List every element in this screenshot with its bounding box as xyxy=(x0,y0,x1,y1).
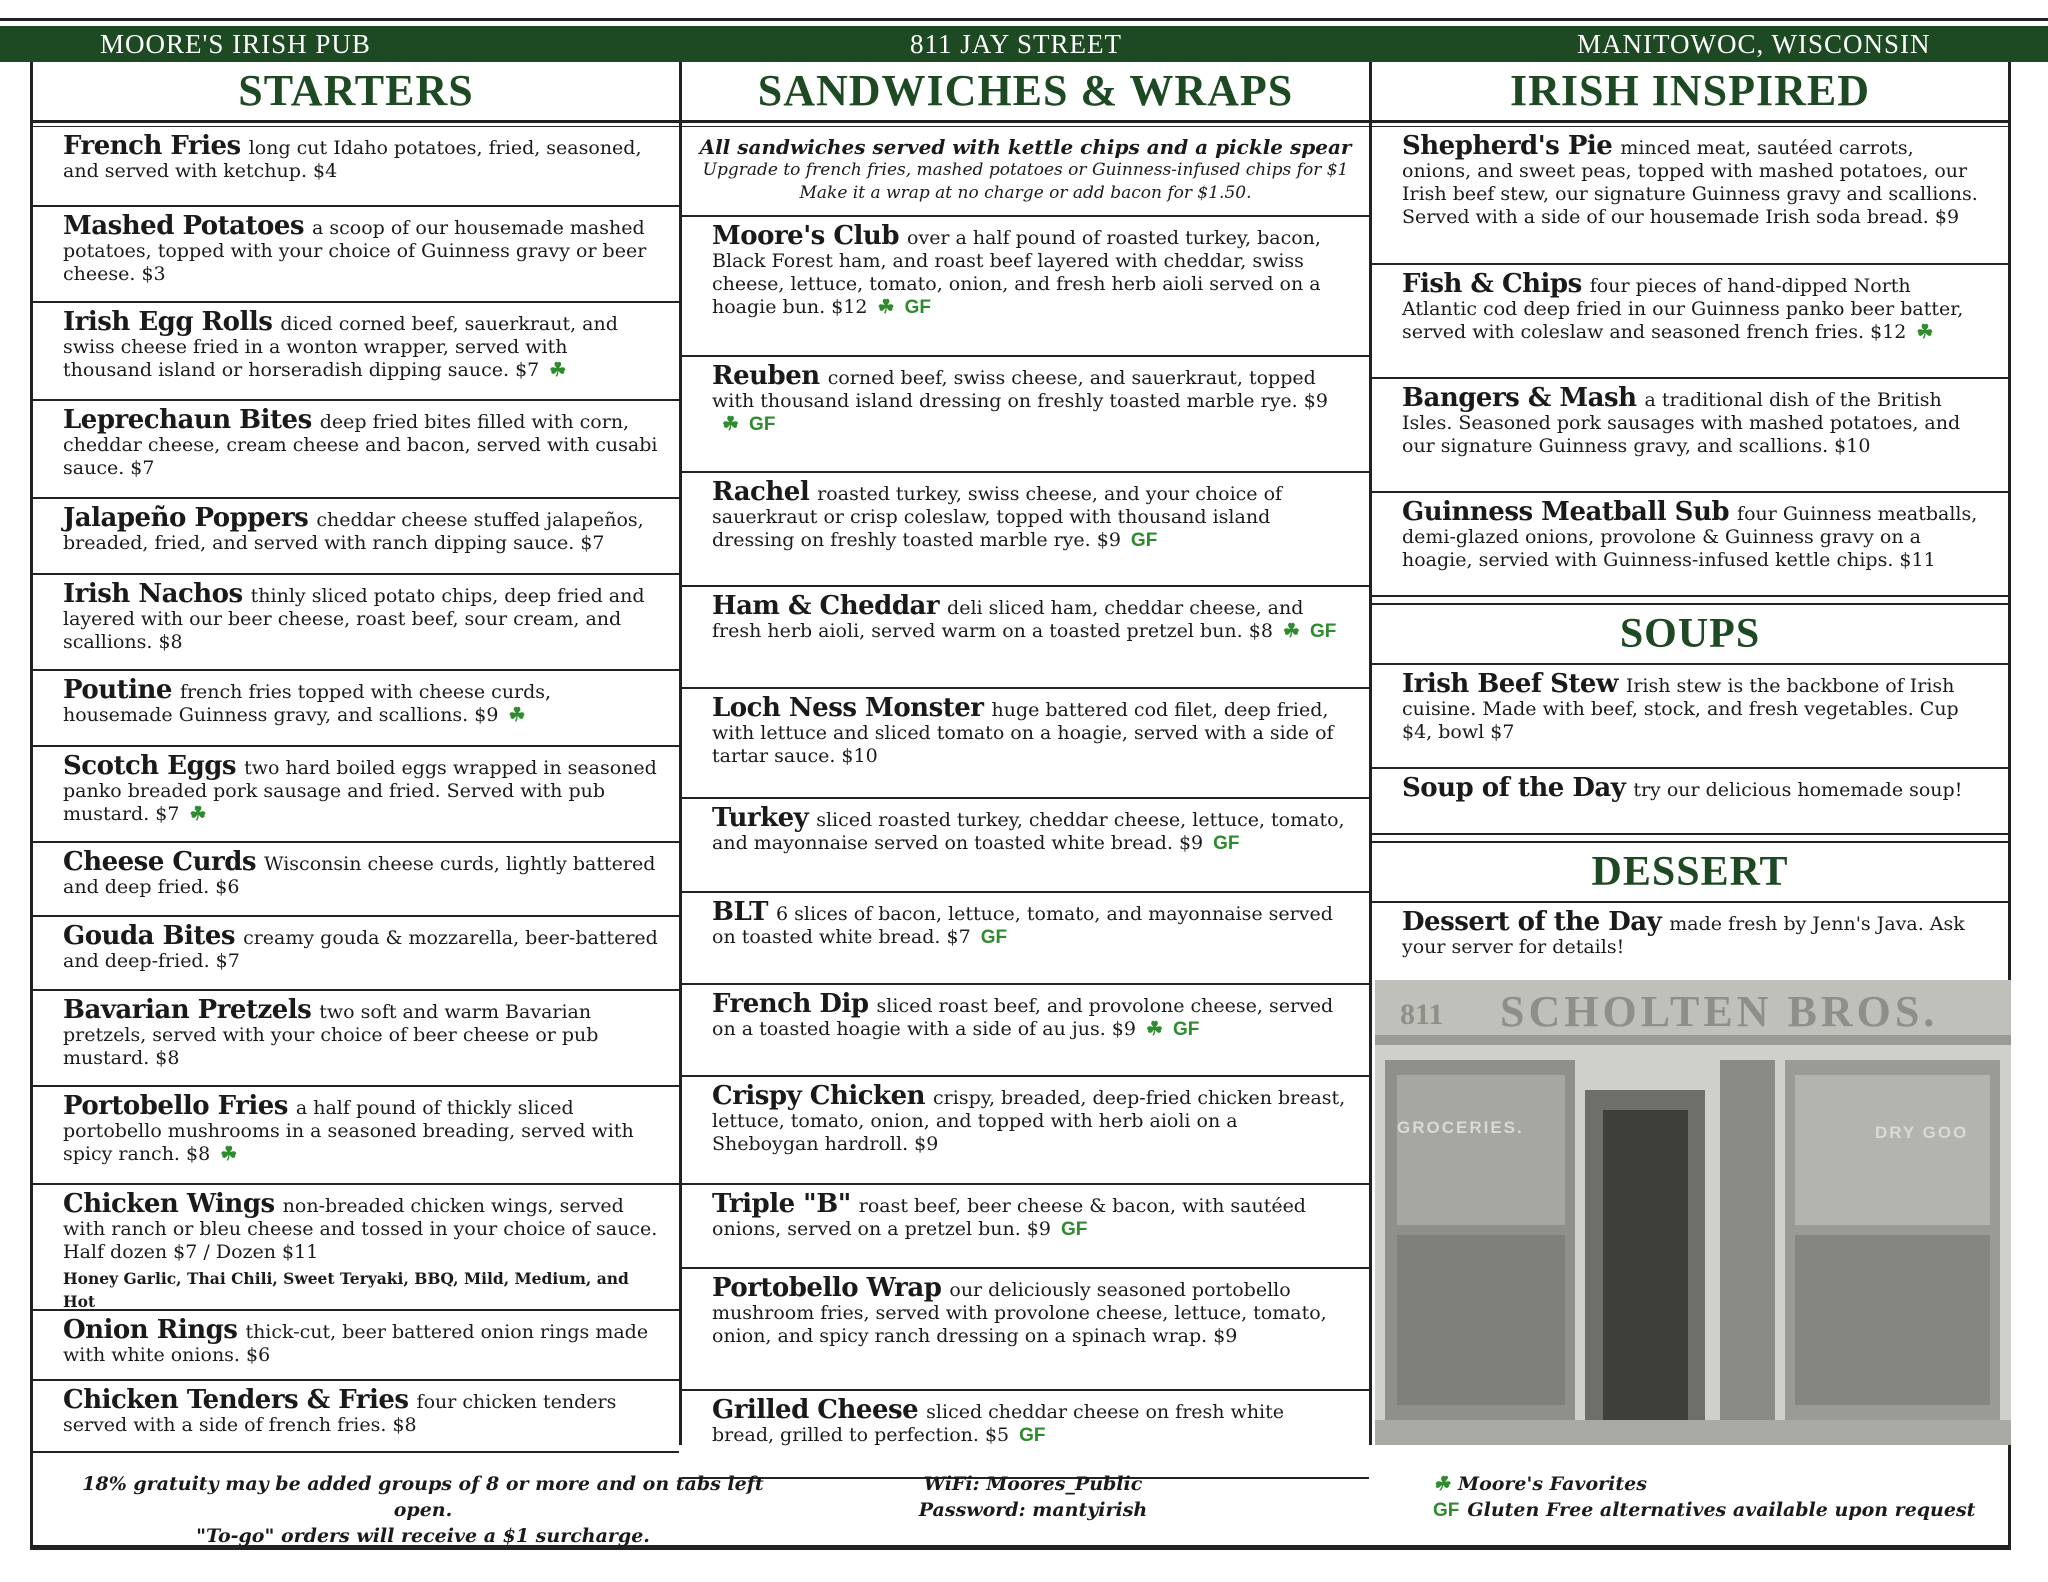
gluten-free-badge: GF xyxy=(980,927,1008,948)
soups-title: SOUPS xyxy=(1619,611,1761,657)
item-name: Loch Ness Monster xyxy=(712,693,984,723)
dessert-list xyxy=(1372,903,2008,979)
favorites-legend: Moore's Favorites xyxy=(1458,1473,1647,1495)
top-rule xyxy=(0,18,2048,21)
item-description: a traditional dish of the British Isles. Seasoned pork sausages with mashed potatoes, and our signature Guinness gravy, and scallions. $10 xyxy=(1402,389,1961,457)
gf-legend: Gluten Free alternatives available upon request xyxy=(1467,1499,1976,1521)
menu-item xyxy=(1372,903,2008,979)
shamrock-icon: ☘ xyxy=(877,296,895,318)
menu-item xyxy=(33,1311,679,1381)
menu-item xyxy=(682,1269,1369,1391)
menu-item xyxy=(33,843,679,917)
menu-item xyxy=(682,1185,1369,1269)
storefront-photo xyxy=(1375,980,2011,1445)
wifi-info xyxy=(883,1471,1183,1523)
pub-name: MOORE'S IRISH PUB xyxy=(100,29,371,59)
item-description: a scoop of our housemade mashed potatoes, topped with your choice of Guinness gravy or beer cheese. $3 xyxy=(63,217,647,285)
intro-headline: All sandwiches served with kettle chips and a pickle spear xyxy=(699,135,1352,159)
storefront-illustration xyxy=(1375,980,2011,1445)
item-name: Turkey xyxy=(712,803,809,833)
item-name: Dessert of the Day xyxy=(1402,907,1662,937)
header-bar xyxy=(0,26,2048,62)
intro-wrap: Make it a wrap at no charge or add bacon for $1.50. xyxy=(799,183,1252,203)
item-name: Triple "B" xyxy=(712,1189,851,1219)
gf-icon: GF xyxy=(1433,1500,1460,1521)
item-name: Reuben xyxy=(712,361,820,391)
item-name: Soup of the Day xyxy=(1402,773,1626,803)
shamrock-icon: ☘ xyxy=(549,359,567,381)
gluten-free-badge: GF xyxy=(904,297,931,318)
togo-note: "To-go" orders will receive a $1 surcharge. xyxy=(196,1525,650,1547)
starters-list xyxy=(33,127,679,1453)
sandwiches-column xyxy=(679,62,1372,1445)
gluten-free-badge: GF xyxy=(749,414,776,435)
item-description: huge battered cod filet, deep fried, with lettuce and sliced tomato on a hoagie, served with a side of tartar sauce. $10 xyxy=(712,699,1334,767)
item-description: deep fried bites filled with corn, cheddar cheese, cream cheese and bacon, served with cusabi sauce. $7 xyxy=(63,411,658,479)
item-name: Bavarian Pretzels xyxy=(63,995,312,1025)
item-name: Mashed Potatoes xyxy=(63,211,305,241)
item-description: two soft and warm Bavarian pretzels, served with your choice of beer cheese or pub mustard. $8 xyxy=(63,1001,599,1069)
menu-item xyxy=(682,1077,1369,1185)
menu-item xyxy=(33,747,679,843)
menu-item xyxy=(682,473,1369,587)
intro-upgrade: Upgrade to french fries, mashed potatoes or Guinness-infused chips for $1 xyxy=(702,160,1349,180)
menu-item xyxy=(33,303,679,401)
menu-item xyxy=(1372,265,2008,379)
menu-item xyxy=(33,499,679,575)
menu-item xyxy=(682,357,1369,473)
sandwich-list xyxy=(682,217,1369,1479)
wifi-password: Password: mantyirish xyxy=(918,1499,1148,1521)
item-name: Portobello Fries xyxy=(63,1091,288,1121)
menu-item xyxy=(33,207,679,303)
menu-item xyxy=(1372,493,2008,597)
item-name: Crispy Chicken xyxy=(712,1081,926,1111)
title-rule xyxy=(33,120,679,127)
item-name: Irish Egg Rolls xyxy=(63,307,273,337)
item-name: French Fries xyxy=(63,131,241,161)
item-name: Irish Nachos xyxy=(63,579,243,609)
gluten-free-badge: GF xyxy=(1213,833,1240,854)
menu-item xyxy=(1372,127,2008,265)
menu-item xyxy=(33,127,679,207)
item-name: Shepherd's Pie xyxy=(1402,131,1613,161)
shamrock-icon: ☘ xyxy=(1282,620,1300,642)
item-name: Jalapeño Poppers xyxy=(63,503,309,533)
shamrock-icon: ☘ xyxy=(1433,1473,1451,1495)
item-description: sliced roasted turkey, cheddar cheese, lettuce, tomato, and mayonnaise served on toasted white bread. $9 xyxy=(712,809,1345,854)
section-divider xyxy=(1372,597,2008,605)
item-name: Rachel xyxy=(712,477,810,507)
irish-list xyxy=(1372,127,2008,597)
item-name: Irish Beef Stew xyxy=(1402,669,1618,699)
starters-title: STARTERS xyxy=(238,66,474,115)
item-name: Bangers & Mash xyxy=(1402,383,1637,413)
item-description: four chicken tenders served with a side of french fries. $8 xyxy=(63,1391,617,1436)
item-description: long cut Idaho potatoes, fried, seasoned, and served with ketchup. $4 xyxy=(63,137,642,182)
menu-item xyxy=(33,401,679,499)
window-left-text: GROCERIES. xyxy=(1397,1118,1524,1137)
shamrock-icon: ☘ xyxy=(1145,1018,1164,1040)
item-description: 6 slices of bacon, lettuce, tomato, and mayonnaise served on toasted white bread. $7 xyxy=(712,903,1333,948)
street-address: 811 JAY STREET xyxy=(910,29,1123,59)
item-name: Poutine xyxy=(63,675,172,705)
sign-name: SCHOLTEN BROS. xyxy=(1500,987,1939,1036)
item-description: sliced roast beef, and provolone cheese, served on a toasted hoagie with a side of au jus. $9 xyxy=(712,995,1334,1040)
item-description: crispy, breaded, deep-fried chicken breast, lettuce, tomato, onion, and topped with herb aioli on a Sheboygan hardroll. $9 xyxy=(712,1087,1346,1155)
item-description: minced meat, sautéed carrots, onions, and sweet peas, topped with mashed potatoes, our Irish beef stew, our signature Guinness gravy and scallions. Served with a side of our housemade Irish soda bread. $9 xyxy=(1402,137,1978,228)
item-description: thick-cut, beer battered onion rings made with white onions. $6 xyxy=(63,1321,649,1366)
item-description: Wisconsin cheese curds, lightly battered and deep fried. $6 xyxy=(63,853,656,898)
title-rule xyxy=(1372,120,2008,127)
title-rule xyxy=(682,120,1369,127)
menu-item xyxy=(33,917,679,991)
menu-item xyxy=(682,799,1369,893)
menu-item xyxy=(33,991,679,1087)
shamrock-icon: ☘ xyxy=(189,803,207,825)
legend xyxy=(1433,1471,1975,1524)
sign-number: 811 xyxy=(1400,998,1444,1031)
menu-item xyxy=(682,689,1369,799)
item-description: try our delicious homemade soup! xyxy=(1633,779,1963,801)
menu-item xyxy=(33,575,679,671)
gluten-free-badge: GF xyxy=(1130,530,1158,551)
item-description: french fries topped with cheese curds, housemade Guinness gravy, and scallions. $9 xyxy=(63,681,552,726)
item-name: Cheese Curds xyxy=(63,847,257,877)
sauce-options: Honey Garlic, Thai Chili, Sweet Teryaki, BBQ, Mild, Medium, and Hot xyxy=(63,1269,629,1311)
shamrock-icon: ☘ xyxy=(1916,321,1934,343)
dessert-title: DESSERT xyxy=(1591,849,1789,895)
gratuity-note: 18% gratuity may be added groups of 8 or more and on tabs left open. xyxy=(82,1473,764,1521)
menu-item xyxy=(682,587,1369,689)
item-description: over a half pound of roasted turkey, bacon, Black Forest ham, and roast beef layered with cheddar, swiss cheese, lettuce, tomato, onion, and fresh herb aioli served on a hoagie bun. $12 xyxy=(712,227,1321,318)
item-name: Onion Rings xyxy=(63,1315,238,1345)
menu-item xyxy=(33,671,679,747)
menu-item xyxy=(1372,379,2008,493)
item-description: sliced cheddar cheese on fresh white bread, grilled to perfection. $5 xyxy=(712,1401,1285,1446)
menu-item xyxy=(1372,769,2008,835)
sandwich-intro xyxy=(682,127,1369,217)
wifi-name: WiFi: Moores_Public xyxy=(923,1473,1143,1495)
section-divider xyxy=(1372,835,2008,843)
item-description: made fresh by Jenn's Java. Ask your server for details! xyxy=(1402,913,1965,958)
menu-item xyxy=(682,893,1369,985)
menu-item xyxy=(33,1087,679,1185)
menu-item xyxy=(33,1381,679,1453)
irish-title: IRISH INSPIRED xyxy=(1510,66,1870,115)
item-name: Scotch Eggs xyxy=(63,751,237,781)
item-description: Irish stew is the backbone of Irish cuisine. Made with beef, stock, and fresh vegetables. Cup $4, bowl $7 xyxy=(1402,675,1959,743)
footer xyxy=(30,1445,2011,1548)
shamrock-icon: ☘ xyxy=(722,413,740,435)
item-name: Chicken Tenders & Fries xyxy=(63,1385,409,1415)
item-description: thinly sliced potato chips, deep fried and layered with our beer cheese, roast beef, sour cream, and scallions. $8 xyxy=(63,585,645,653)
gluten-free-badge: GF xyxy=(1061,1219,1088,1240)
item-description: creamy gouda & mozzarella, beer-battered and deep-fried. $7 xyxy=(63,927,658,972)
menu-item xyxy=(682,217,1369,357)
item-description: four pieces of hand-dipped North Atlantic cod deep fried in our Guinness panko beer batter, served with coleslaw and seasoned french fries. $12 xyxy=(1402,275,1964,343)
item-name: French Dip xyxy=(712,989,869,1019)
item-description: diced corned beef, sauerkraut, and swiss cheese fried in a wonton wrapper, served with thousand island or horseradish dipping sauce. $7 xyxy=(63,313,618,381)
item-description: four Guinness meatballs, demi-glazed onions, provolone & Guinness gravy on a hoagie, servied with Guinness-infused kettle chips. $11 xyxy=(1402,503,1978,571)
item-name: Grilled Cheese xyxy=(712,1395,919,1425)
item-description: corned beef, swiss cheese, and sauerkraut, topped with thousand island dressing on freshly toasted marble rye. $9 xyxy=(712,367,1328,412)
menu-item xyxy=(682,985,1369,1077)
soups-list xyxy=(1372,665,2008,835)
item-description: roast beef, beer cheese & bacon, with sautéed onions, served on a pretzel bun. $9 xyxy=(712,1195,1306,1240)
window-right-text: DRY GOO xyxy=(1875,1123,1969,1142)
item-name: Chicken Wings xyxy=(63,1189,275,1219)
item-name: Moore's Club xyxy=(712,221,900,251)
item-name: Guinness Meatball Sub xyxy=(1402,497,1730,527)
city-state: MANITOWOC, WISCONSIN xyxy=(1577,29,1931,59)
bottom-rule xyxy=(30,1548,2011,1550)
item-description: roasted turkey, swiss cheese, and your choice of sauerkraut or crisp coleslaw, topped with thousand island dressing on freshly toasted marble rye. $9 xyxy=(712,483,1283,551)
right-column xyxy=(1369,62,2011,980)
shamrock-icon: ☘ xyxy=(508,704,526,726)
sandwiches-title: SANDWICHES & WRAPS xyxy=(757,66,1294,115)
item-name: Ham & Cheddar xyxy=(712,591,940,621)
item-description: non-breaded chicken wings, served with ranch or bleu cheese and tossed in your choice of sauce. Half dozen $7 / Dozen $11 xyxy=(63,1195,658,1263)
item-description: cheddar cheese stuffed jalapeños, breaded, fried, and served with ranch dipping sauce. $7 xyxy=(63,509,644,554)
item-name: Gouda Bites xyxy=(63,921,236,951)
menu-item xyxy=(33,1185,679,1311)
gluten-free-badge: GF xyxy=(1173,1019,1200,1040)
shamrock-icon: ☘ xyxy=(220,1143,238,1165)
item-name: Portobello Wrap xyxy=(712,1273,942,1303)
item-description: deli sliced ham, cheddar cheese, and fresh herb aioli, served warm on a toasted pretzel bun. $8 xyxy=(712,597,1304,642)
item-name: BLT xyxy=(712,897,768,927)
menu-item xyxy=(1372,665,2008,769)
policy-note xyxy=(53,1471,793,1549)
gluten-free-badge: GF xyxy=(1309,621,1337,642)
gluten-free-badge: GF xyxy=(1019,1425,1046,1446)
item-description: two hard boiled eggs wrapped in seasoned panko breaded pork sausage and fried. Served with pub mustard. $7 xyxy=(63,757,657,825)
item-name: Fish & Chips xyxy=(1402,269,1582,299)
starters-column xyxy=(30,62,682,1445)
item-description: a half pound of thickly sliced portobello mushrooms in a seasoned breading, served with spicy ranch. $8 xyxy=(63,1097,634,1165)
item-name: Leprechaun Bites xyxy=(63,405,312,435)
item-description: our deliciously seasoned portobello mushroom fries, served with provolone cheese, lettuce, tomato, onion, and spicy ranch dressing on a spinach wrap. $9 xyxy=(712,1279,1327,1347)
